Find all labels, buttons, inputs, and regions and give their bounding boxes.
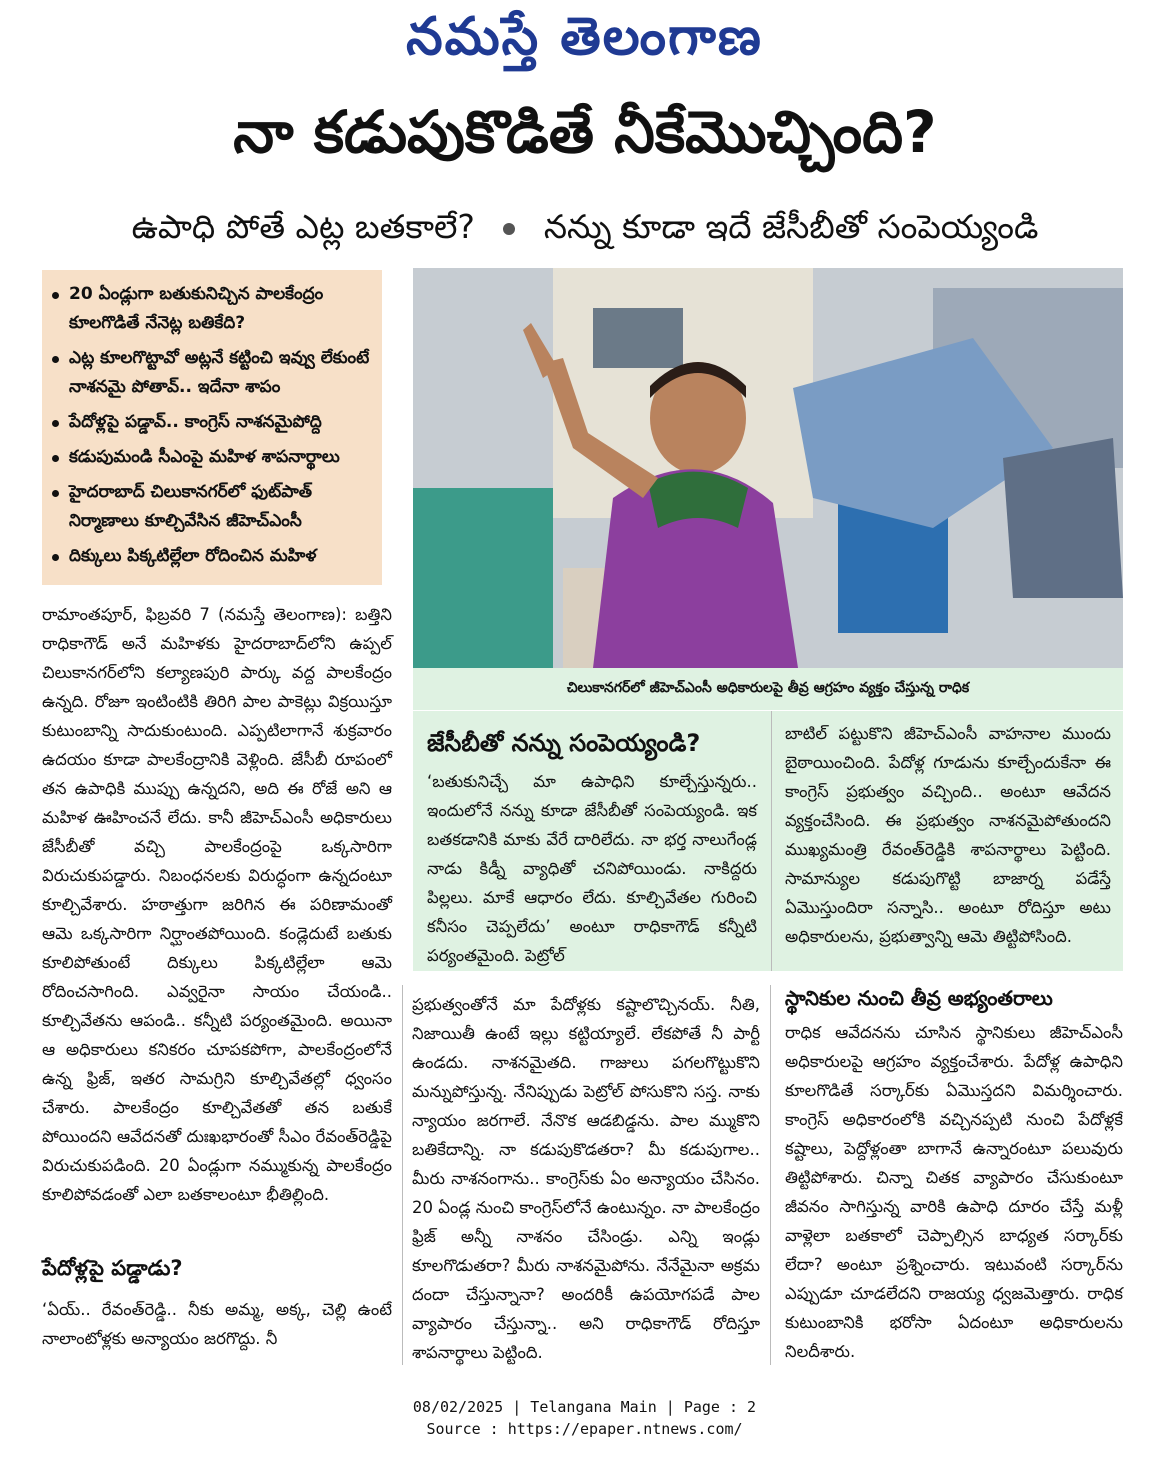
bullet-icon — [52, 455, 59, 462]
highlight-item: హైదరాబాద్ చిలుకానగర్‌లో ఫుట్‌పాత్ నిర్మాణాలు కూల్చివేసిన జీహెచ్‌ఎంసీ — [52, 478, 374, 536]
article-para-2: ‘ఏయ్.. రేవంత్‌రెడ్డి.. నీకు అమ్మ, అక్క, చెల్లి ఉంటే నాలాంటోళ్లకు అన్యాయం జరగొద్దు. నీ — [42, 1300, 392, 1348]
bullet-icon — [52, 554, 59, 561]
subheading-2: పేదోళ్లపై పడ్డాడు? — [42, 1256, 183, 1280]
headline: నా కడుపుకొడితే నీకేమొచ్చింది? — [233, 98, 937, 166]
highlight-item: దిక్కులు పిక్కటిల్లేలా రోదించిన మహిళ — [52, 542, 374, 571]
column-divider — [770, 985, 771, 1365]
highlight-item: కడుపుమండి సీఎంపై మహిళ శాపనార్థాలు — [52, 443, 374, 472]
subhead-1: ఉపాధి పోతే ఎట్ల బతకాలే? — [131, 207, 475, 246]
highlights-box — [42, 270, 382, 585]
bullet-icon — [52, 356, 59, 363]
bullet-icon — [52, 420, 59, 427]
footer — [0, 1396, 1169, 1440]
highlight-item: ఎట్ల కూలగొట్టావో అట్లనే కట్టించి ఇవ్వు లేకుంటే నాశనమై పోతావ్.. ఇదేనా శాపం — [52, 344, 374, 402]
bullet-dot-icon — [503, 223, 515, 235]
highlight-item: పేదోళ్లపై పడ్డావ్.. కాంగ్రెస్ నాశనమైపోద్ది — [52, 408, 374, 437]
inset-right-text: బాటిల్ పట్టుకొని జీహెచ్‌ఎంసీ వాహనాల ముందు బైఠాయించింది. పేదోళ్ల గూడును కూల్చేందుకేనా ఈ కాంగ్రెస్ ప్రభుత్వం వచ్చింది.. అంటూ ఆవేదన వ్యక్తంచేసింది. ఈ ప్రభుత్వం నాశనమైపోతుందని ముఖ్యమంత్రి రేవంత్‌రెడ్డికి శాపనార్థాలు పెట్టింది. సామాన్యుల కడుపుగొట్టి బాజార్న పడేస్తే ఏమొస్తుందిరా సన్నాసి.. అంటూ రోదిస్తూ అటు అధికారులను, ప్రభుత్వాన్ని ఆమె తిట్టిపోసింది. — [785, 724, 1111, 946]
bullet-icon — [52, 292, 59, 299]
highlight-item: 20 ఏండ్లుగా బతుకునిచ్చిన పాలకేంద్రం కూలగొడితే నేనెట్ల బతికేది? — [52, 280, 374, 338]
news-photo — [413, 268, 1123, 668]
inset-box — [413, 711, 1123, 971]
article-col-2: ప్రభుత్వంతోనే మా పేదోళ్లకు కష్టాలొచ్చినయ్. నీతి, నిజాయితీ ఉంటే ఇల్లు కట్టియ్యాలే. లేకపోతే నీ పార్టీ ఉండదు. నాశనమైతది. గాజులు పగలగొట్టుకొని మన్నుపోస్తున్న. నేనిప్పుడు పెట్రోల్ పోసుకొని సస్త. నాకు న్యాయం జరగాలే. నేనొక ఆడబిడ్డను. పాల మ్ముకొని బతికేదాన్ని. నా కడుపుకొడతరా? మీ కడుపుగాల.. మీరు నాశనంగాను.. కాంగ్రెస్‌కు ఏం అన్యాయం చేసినం. 20 ఏండ్ల నుంచి కాంగ్రెస్‌లోనే ఉంటున్నం. నా పాలకేంద్రం ఫ్రిజ్ అన్నీ నాశనం చేసిండ్రు. ఎన్ని ఇండ్లు కూలగొడుతరా? మీరు నాశనమైపోను. నేనేమైనా అక్రమ దందా చేస్తున్నానా? అందరికీ ఉపయోగపడే పాల వ్యాపారం చేస్తున్నా.. అని రాధికాగౌడ్ రోదిస్తూ శాపనార్థాలు పెట్టింది. — [412, 995, 760, 1362]
column-divider — [402, 985, 403, 1365]
footer-source[interactable]: Source : https://epaper.ntnews.com/ — [426, 1420, 743, 1438]
subhead-2: నన్ను కూడా ఇదే జేసీబీతో సంపెయ్యండి — [543, 207, 1039, 246]
article-para-1: రామాంతపూర్, ఫిబ్రవరి 7 (నమస్తే తెలంగాణ): బత్తిని రాధికాగౌడ్ అనే మహిళకు హైదరాబాద్‌లోని ఉప్పల్ చిలుకానగర్‌లోని కల్యాణపురి పార్కు వద్ద పాలకేంద్రం ఉన్నది. రోజూ ఇంటింటికి తిరిగి పాల పాకెట్లు విక్రయిస్తూ కుటుంబాన్ని సాదుకుంటుంది. ఎప్పటిలాగానే శుక్రవారం ఉదయం కూడా పాలకేంద్రానికి వెళ్లింది. జేసీబీ రూపంలో తన ఉపాధికి ముప్పు ఉన్నదని, అది ఈ రోజే అని ఆ మహిళ ఊహించనే లేదు. కానీ జీహెచ్‌ఎంసీ అధికారులు జేసీబీతో వచ్చి పాలకేంద్రంపై ఒక్కసారిగా విరుచుకుపడ్డారు. నిబంధనలకు విరుద్ధంగా ఉన్నదంటూ కూల్చివేశారు. హఠాత్తుగా జరిగిన ఈ పరిణామంతో ఆమె ఒక్కసారిగా నిర్ఘాంతపోయింది. కండ్లెదుటే బతుకు కూలిపోతుంటే దిక్కులు పిక్కటిల్లేలా ఆమె రోదించసాగింది. ఎవ్వరైనా సాయం చేయండి.. కూల్చివేతను ఆపండి.. కన్నీటి పర్యంతమైంది. అయినా ఆ అధికారులు కనికరం చూపకపోగా, పాలకేంద్రంలోనే ఉన్న ఫ్రిజ్, ఇతర సామగ్రిని కూల్చివేతల్లో ధ్వంసం చేశారు. పాలకేంద్రం కూల్చివేతతో తన బతుకే పోయిందని ఆవేదనతో దుఃఖభారంతో సీఎం రేవంత్‌రెడ్డిపై విరుచుకుపడింది. 20 ఏండ్లుగా నమ్ముకున్న పాలకేంద్రం కూలిపోవడంతో ఎలా బతకాలంటూ భీతిల్లింది. — [42, 605, 392, 1204]
footer-date-edition: 08/02/2025 | Telangana Main | Page : 2 — [412, 1398, 757, 1416]
subheadline — [60, 207, 1110, 254]
photo-caption: చిలుకానగర్‌లో జీహెచ్‌ఎంసీ అధికారులపై తీవ్ర ఆగ్రహం వ్యక్తం చేస్తున్న రాధిక — [413, 668, 1123, 710]
article-col-3: రాధిక ఆవేదనను చూసిన స్థానికులు జీహెచ్‌ఎంసీ అధికారులపై ఆగ్రహం వ్యక్తంచేశారు. పేదోళ్ల ఉపాధిని కూలగొడితే సర్కార్‌కు ఏమొస్తదని విమర్శించారు. కాంగ్రెస్ అధికారంలోకి వచ్చినప్పటి నుంచి పేదోళ్లకే కష్టాలు, పెద్దోళ్లంతా బాగానే ఉన్నారంటూ పలువురు తిట్టిపోశారు. చిన్నా చితక వ్యాపారం చేసుకుంటూ జీవనం సాగిస్తున్న వారికి ఉపాధి దూరం చేస్తే మళ్లీ వాళ్లెలా బతకాలో చెప్పాల్సిన బాధ్యత సర్కార్‌కు లేదా? అంటూ ప్రశ్నించారు. ఇటువంటి సర్కార్‌ను ఎప్పుడూ చూడలేదని రాజయ్య ధ్వజమెత్తారు. రాధిక కుటుంబానికి భరోసా ఏదంటూ అధికారులను నిలదీశారు. — [785, 1023, 1123, 1361]
inset-left-text: ‘బతుకునిచ్చే మా ఉపాధిని కూల్చేస్తున్నరు.. ఇందులోనే నన్ను కూడా జేసీబీతో సంపెయ్యండి. ఇక బతకడానికి మాకు వేరే దారిలేదు. నా భర్త నాలుగేండ్ల నాడు కిడ్నీ వ్యాధితో చనిపోయిండు. నాకిద్దరు పిల్లలు. మాకే ఆధారం లేదు. కూల్చివేతల గురించి కనీసం చెప్పలేదు’ అంటూ రాధికాగౌడ్ కన్నీటి పర్యంతమైంది. పెట్రోల్ — [427, 772, 757, 965]
masthead: నమస్తే తెలంగాణ — [406, 6, 763, 67]
subheading-3: స్థానికుల నుంచి తీవ్ర అభ్యంతరాలు — [785, 986, 1053, 1010]
inset-heading: జేసీబీతో నన్ను సంపెయ్యండి? — [427, 729, 701, 757]
bullet-icon — [52, 490, 59, 497]
woman-protesting-photo — [413, 268, 1123, 668]
column-divider — [771, 711, 772, 971]
